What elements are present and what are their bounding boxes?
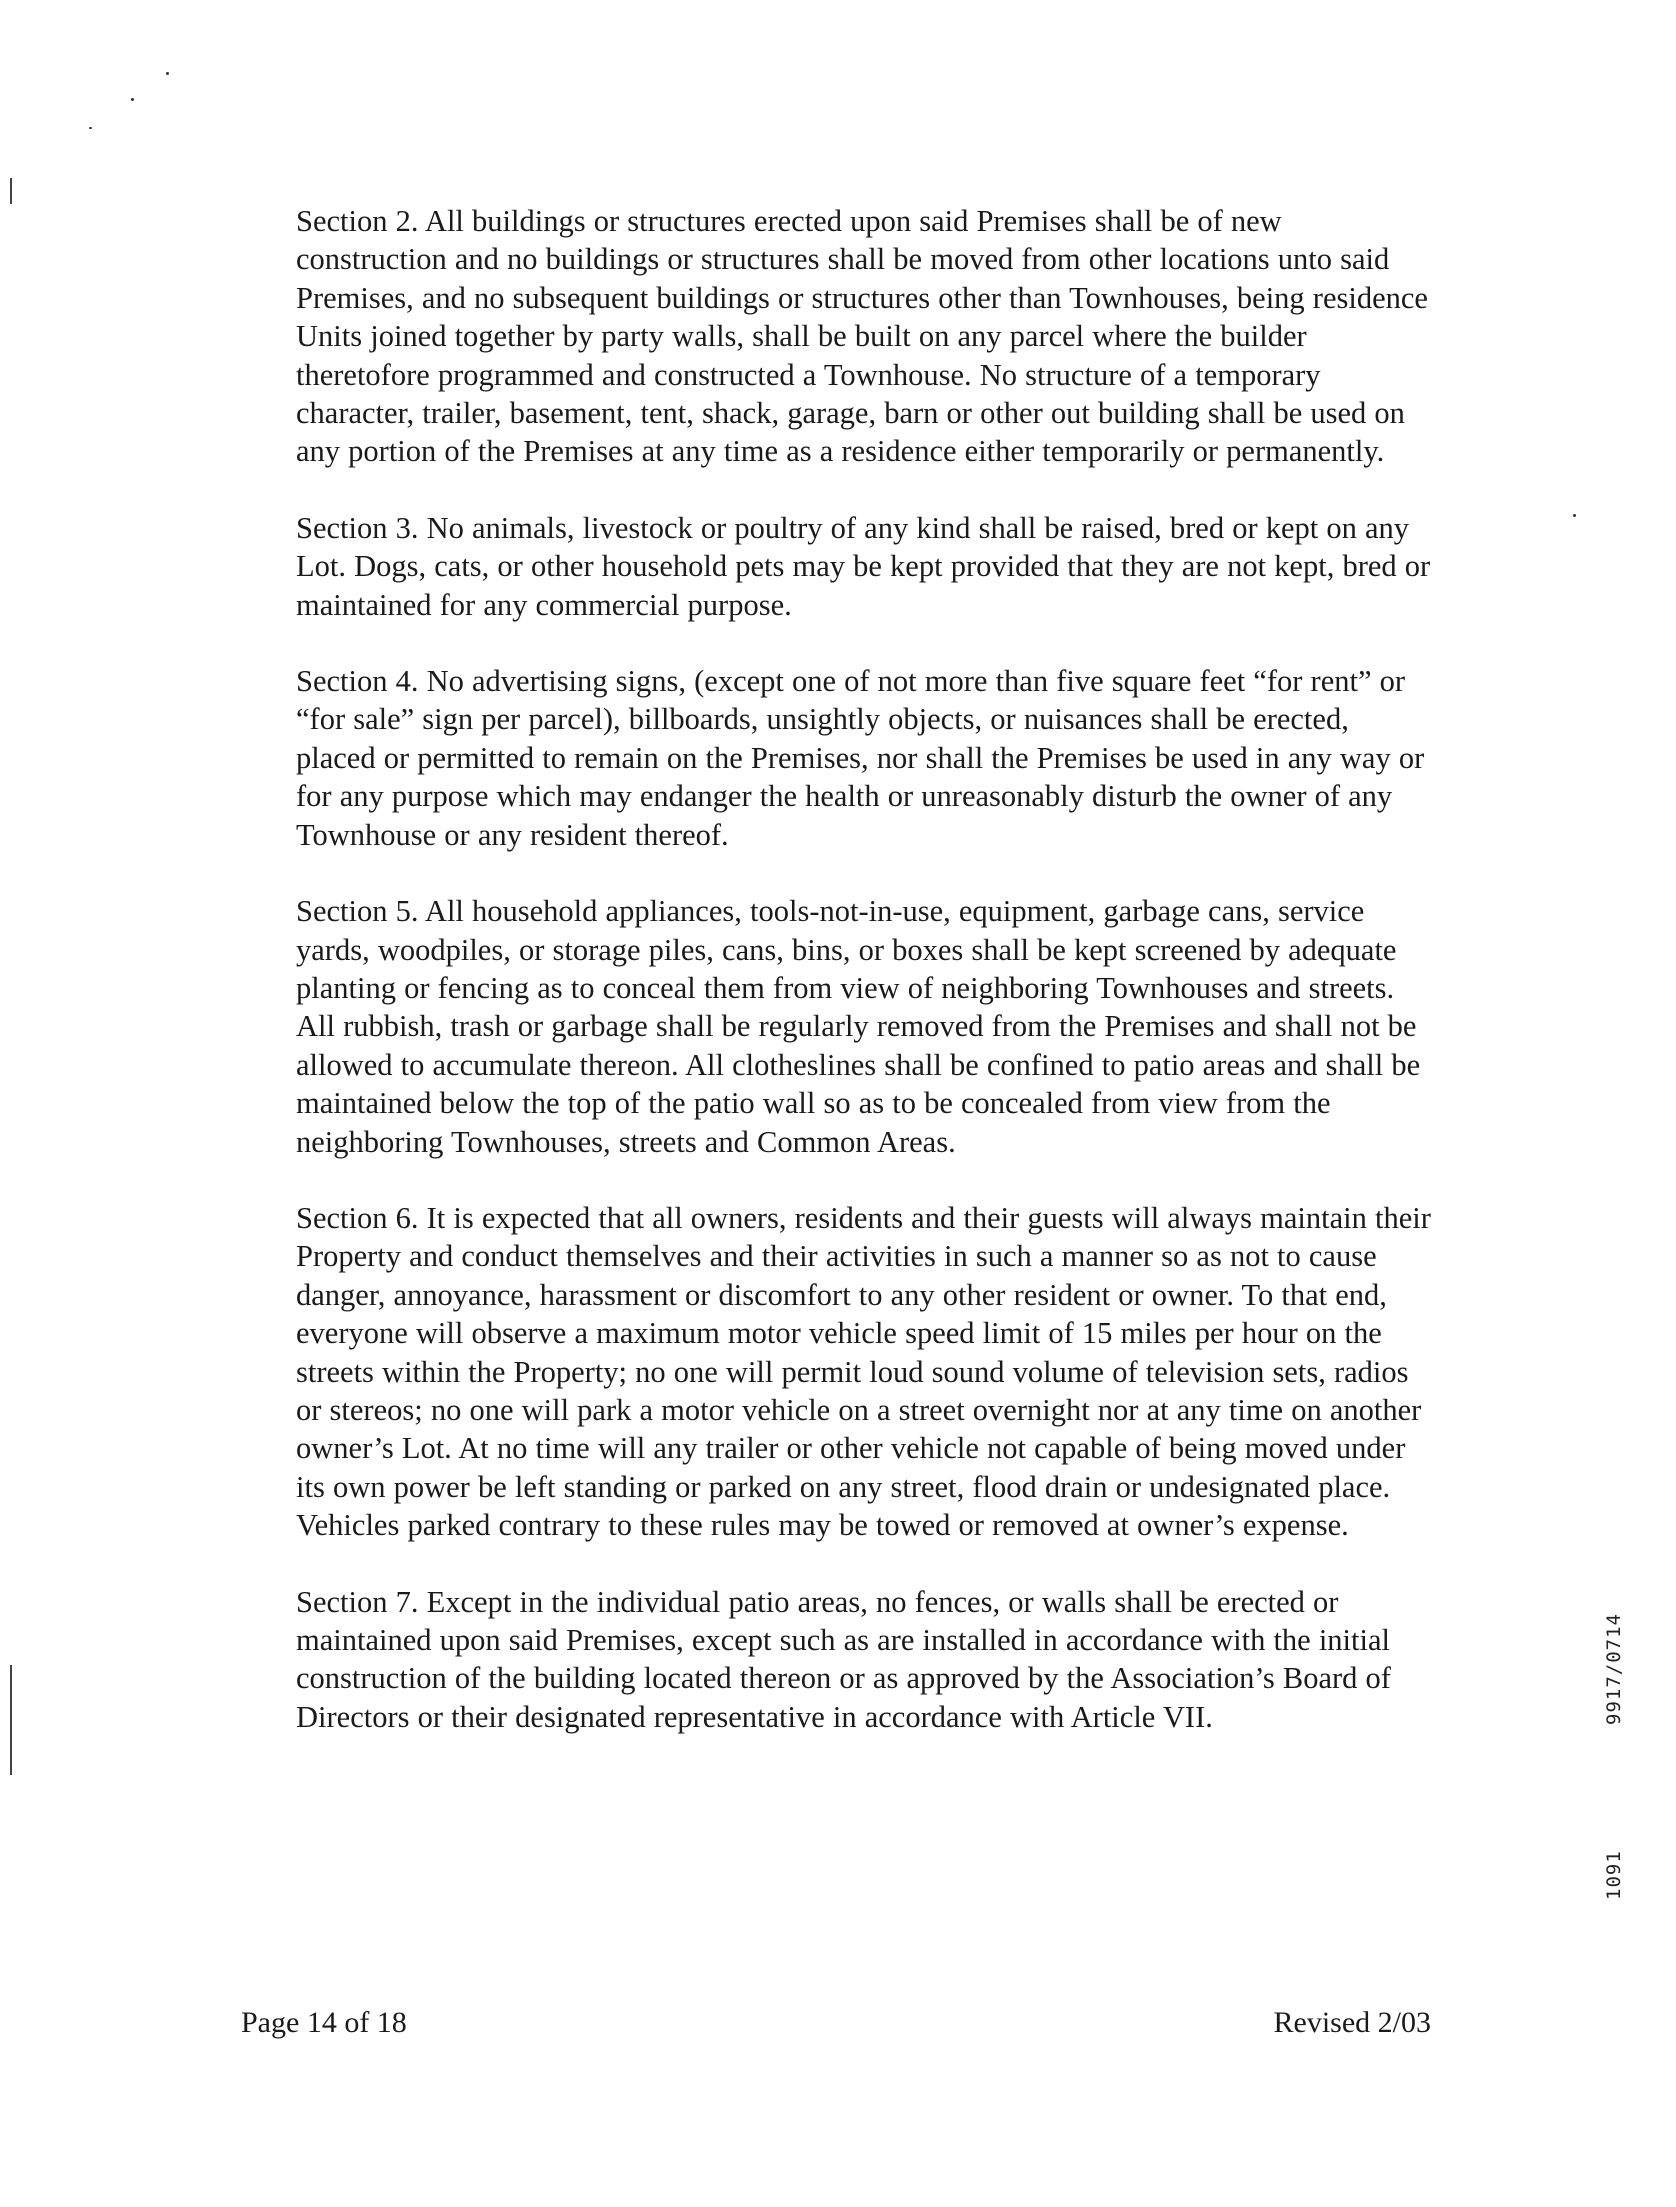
section-5: Section 5. All household appliances, tools-not-in-use, equipment, garbage cans, service yards, woodpiles, or storage piles, cans, bins, or boxes shall be kept screened by adequate planting or fencing as to conceal them from view of neighboring Townhouses and streets. All rubbish, trash or garbage shall be regularly removed from the Premises and shall not be allowed to accumulate thereon. All clotheslines shall be confined to patio areas and shall be maintained below the top of the patio wall so as to be concealed from view from the neighboring Townhouses, streets and Common Areas.	[296, 894, 1421, 1159]
body-text	[296, 202, 1436, 1774]
scan-speck	[131, 98, 134, 101]
scan-speck	[166, 72, 169, 75]
section-6: Section 6. It is expected that all owners, residents and their guests will always maintain their Property and conduct themselves and their activities in such a manner so as not to cause danger, annoyance, harassment or discomfort to any other resident or owner. To that end, everyone will observe a maximum motor vehicle speed limit of 15 miles per hour on the streets within the Property; no one will permit loud sound volume of television sets, radios or stereos; no one will park a motor vehicle on a street overnight nor at any time on another owner’s Lot. At no time will any trailer or other vehicle not capable of being moved under its own power be left standing or parked on any street, flood drain or undesignated place. Vehicles parked contrary to these rules may be towed or removed at owner’s expense.	[296, 1200, 1431, 1543]
scan-line	[10, 1665, 12, 1775]
page-number: Page 14 of 18	[241, 2006, 407, 2039]
scan-line	[10, 178, 12, 204]
section-2: Section 2. All buildings or structures erected upon said Premises shall be of new construction and no buildings or structures shall be moved from other locations unto said Premises, and no subsequent buildings or structures other than Townhouses, being residence Units joined together by party walls, shall be built on any parcel where the builder theretofore programmed and constructed a Townhouse. No structure of a temporary character, trailer, basement, tent, shack, garage, barn or other out building shall be used on any portion of the Premises at any time as a residence either temporarily or permanently.	[296, 204, 1428, 469]
section-3: Section 3. No animals, livestock or poultry of any kind shall be raised, bred or kept on any Lot. Dogs, cats, or other household pets may be kept provided that they are not kept, bred or maintained for any commercial purpose.	[296, 510, 1431, 622]
scan-speck	[89, 127, 92, 129]
recording-stamp-lower: 1091	[1603, 1850, 1625, 1900]
recording-stamp-upper: 9917/0714	[1603, 1613, 1625, 1725]
revision-date: Revised 2/03	[1273, 2006, 1431, 2039]
section-4: Section 4. No advertising signs, (except one of not more than five square feet “for rent” or “for sale” sign per parcel), billboards, unsightly objects, or nuisances shall be erected, placed or permitted to remain on the Premises, nor shall the Premises be used in any way or for any purpose which may endanger the health or unreasonably disturb the owner of any Townhouse or any resident thereof.	[296, 664, 1425, 852]
scan-speck	[1573, 514, 1576, 517]
section-7: Section 7. Except in the individual patio areas, no fences, or walls shall be erected or maintained upon said Premises, except such as are installed in accordance with the initial construction of the building located thereon or as approved by the Association’s Board of Directors or their designated representative in accordance with Article VII.	[296, 1584, 1391, 1734]
